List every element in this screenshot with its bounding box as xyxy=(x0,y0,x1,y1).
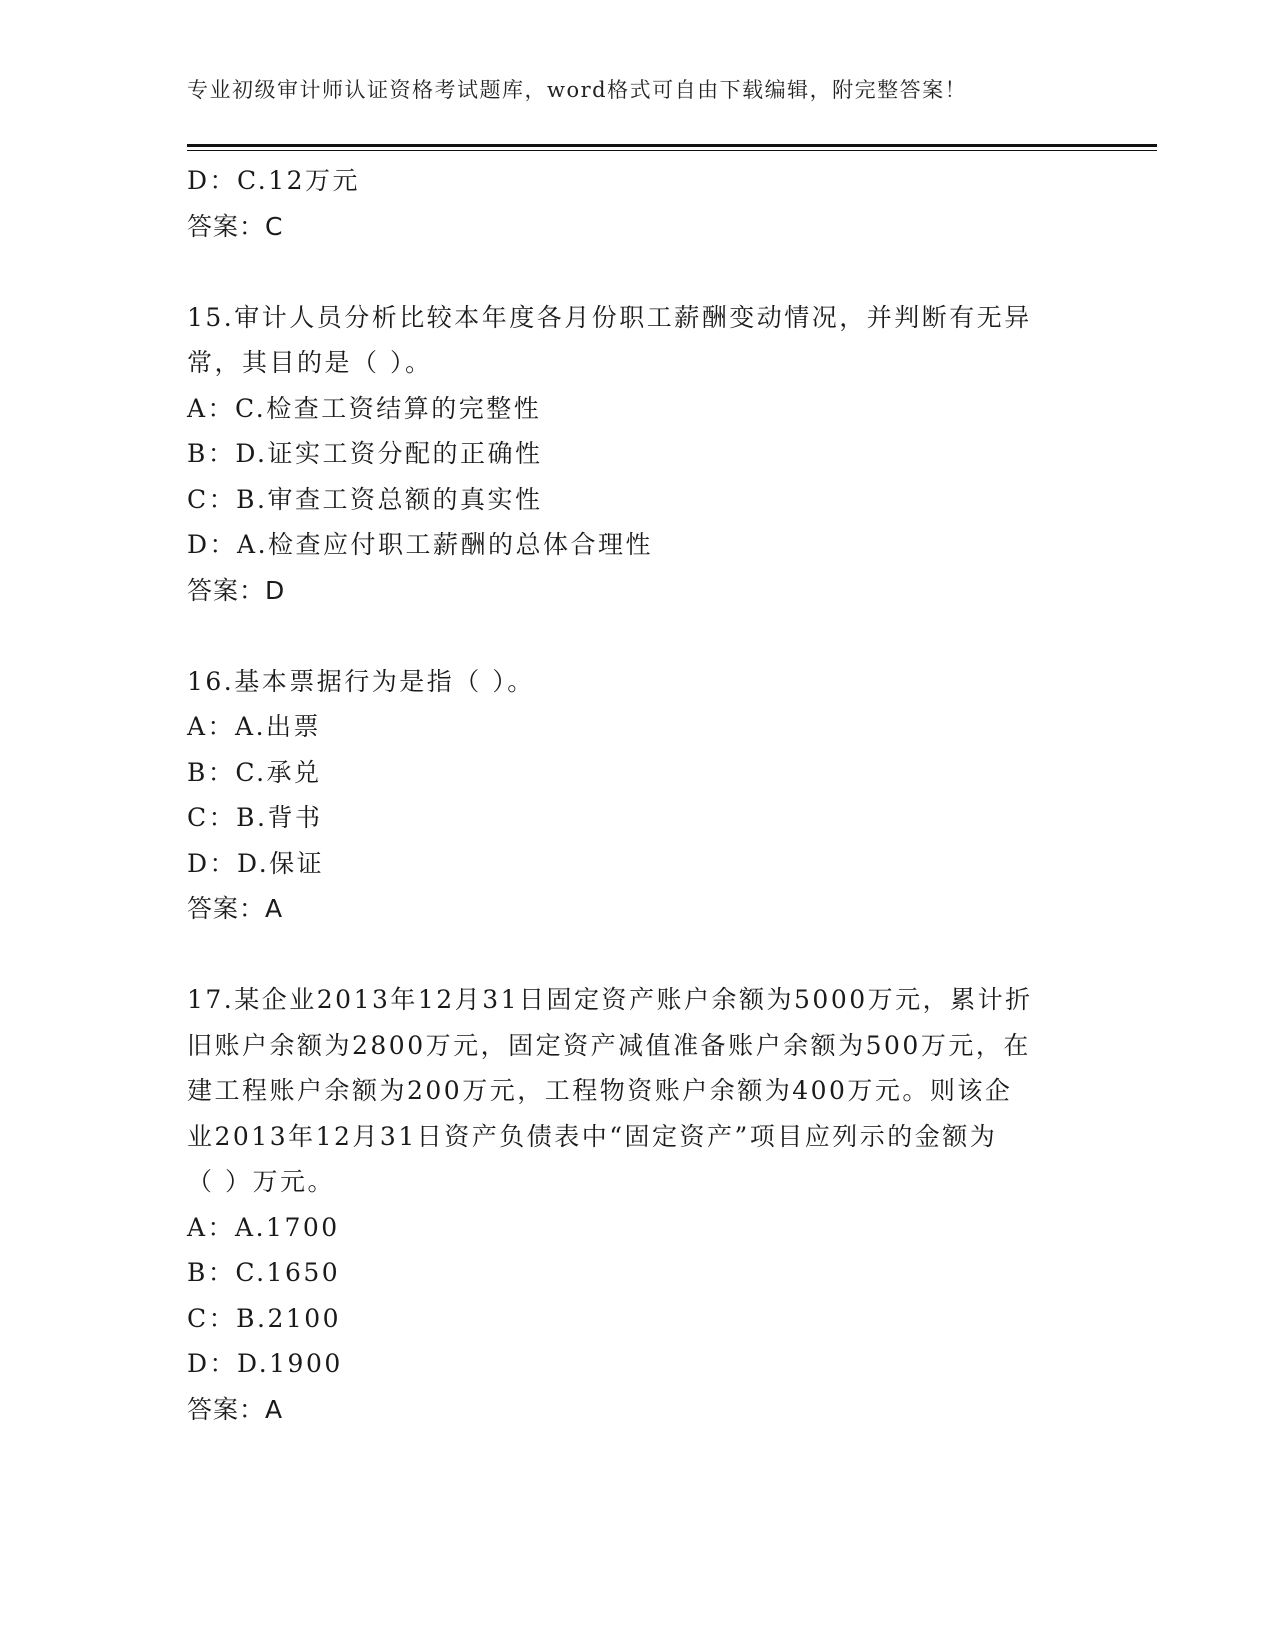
answer-line: 答案：C xyxy=(187,211,284,241)
question-stem: 建工程账户余额为200万元，工程物资账户余额为400万元。则该企 xyxy=(187,1076,1013,1105)
option-d: D：C.12万元 xyxy=(187,166,361,195)
answer-line: 答案：A xyxy=(187,894,284,923)
question-stem: 16.基本票据行为是指（ ）。 xyxy=(187,666,535,696)
header-divider-thick xyxy=(187,144,1157,147)
spacer xyxy=(187,932,1087,978)
option-a: A：A.出票 xyxy=(187,712,322,741)
header-divider-thin xyxy=(187,150,1157,151)
option-d: D：A.检查应付职工薪酬的总体合理性 xyxy=(187,530,654,559)
spacer xyxy=(187,613,1087,659)
question-stem: 15.审计人员分析比较本年度各月份职工薪酬变动情况，并判断有无异 xyxy=(187,302,1032,332)
question-stem: 业2013年12月31日资产负债表中“固定资产”项目应列示的金额为 xyxy=(187,1121,998,1151)
question-16 xyxy=(187,659,1087,932)
option-c: C：B.2100 xyxy=(187,1303,342,1333)
option-b: B：C.1650 xyxy=(187,1258,341,1287)
question-stem: 17.某企业2013年12月31日固定资产账户余额为5000万元，累计折 xyxy=(187,985,1033,1014)
question-content xyxy=(187,158,1087,1432)
option-a: A：A.1700 xyxy=(187,1212,340,1242)
question-stem: 常，其目的是（ ）。 xyxy=(187,348,433,377)
question-stem: 旧账户余额为2800万元，固定资产减值准备账户余额为500万元，在 xyxy=(187,1030,1031,1060)
answer-line: 答案：A xyxy=(187,1394,284,1424)
option-b: B：C.承兑 xyxy=(187,757,322,787)
answer-line: 答案：D xyxy=(187,575,286,605)
question-stem: （ ）万元。 xyxy=(187,1167,335,1196)
question-17 xyxy=(187,977,1087,1432)
option-c: C：B.审查工资总额的真实性 xyxy=(187,484,543,514)
option-a: A：C.检查工资结算的完整性 xyxy=(187,393,542,423)
option-b: B：D.证实工资分配的正确性 xyxy=(187,439,543,468)
option-d: D：D.1900 xyxy=(187,1349,343,1378)
option-d: D：D.保证 xyxy=(187,848,325,878)
option-c: C：B.背书 xyxy=(187,803,323,832)
page-header: 专业初级审计师认证资格考试题库，word格式可自由下载编辑，附完整答案！ xyxy=(187,78,968,102)
question-15 xyxy=(187,295,1087,614)
spacer xyxy=(187,249,1087,295)
